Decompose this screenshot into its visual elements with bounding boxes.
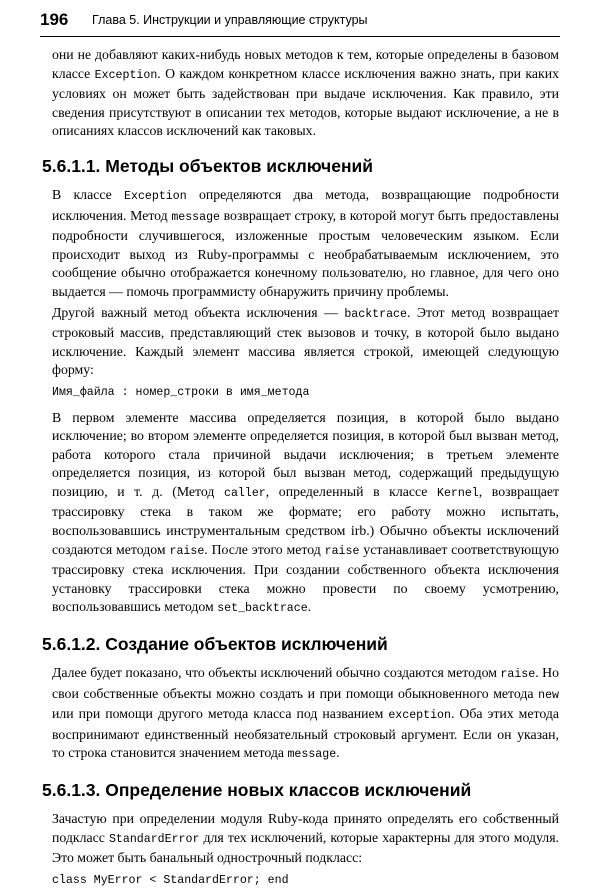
paragraph: В классе Exception определяются два метода, возвращающие подробности исключения. Метод message возвращает строку, в которой могут быть предоставлены подробности случившегося, изложенные простым человеческим языком. Если происходит выход из Ruby-программы с необрабатываемым исключением, это сообщение обычно отображается конечному пользователю, но главное, для чего оно выдается — помочь программисту обнаружить причину проблемы. (52, 186, 560, 299)
paragraph: Зачастую при определении модуля Ruby-кода принято определять его собственный подкласс StandardError для тех исключений, которые характерны для этого модуля. Это может быть банальный однострочный подкласс: (52, 811, 559, 866)
intro-paragraph: они не добавляют каких-нибудь новых методов к тем, которые определены в базовом классе Exception. О каждом конкретном классе исключения важно знать, при каких условиях он может быть задействован при выдаче исключения. Как правило, эти сведения присутствуют в описании тех методов, которые выдают исключение, а не в описаниях классов исключений как таковых. (52, 47, 559, 139)
section-heading-creating: 5.6.1.2. Создание объектов исключений (42, 634, 388, 655)
body-text (42, 46, 560, 896)
section-heading-defining: 5.6.1.3. Определение новых классов исключений (42, 780, 472, 800)
paragraph: Другой важный метод объекта исключения — backtrace. Этот метод возвращает строковый массив, представляющий стек вызовов и точку, в которой было выдано исключение. Каждый элемент массива является строкой, имеющей следующую форму: (52, 304, 559, 378)
page-number: 196 (40, 10, 69, 29)
running-header (40, 10, 560, 37)
code-sample-myerror: class MyError < StandardError; end (52, 873, 289, 887)
paragraph: В первом элементе массива определяется позиция, в которой было выдано исключение; во втором элементе определяется позиция, в которой был вызван метод, работа которого стала причиной выдачи исключения; в третьем элементе определяется позиция, из которой был вызван метод, содержащий предыдущую позицию, и т. д. (Метод caller, определенный в классе Kernel, возвращает трассировку стека в таком же формате; его работу можно испытать, воспользовавшись инструментальным средством irb.) Обычно объекты исключений создаются методом raise. После этого метод raise устанавливает соответствующую трассировку стека исключения. При создании собственного объекта исключения установку трассировки стека можно провести по своему усмотрению, воспользовавшись методом set_backtrace. (52, 409, 559, 616)
section-heading-methods: 5.6.1.1. Методы объектов исключений (42, 155, 374, 176)
chapter-title: Глава 5. Инструкции и управляющие структуры (92, 13, 368, 27)
code-sample-backtrace-format: Имя_файла : номер_строки в имя_метода (52, 385, 310, 399)
paragraph: Далее будет показано, что объекты исключений обычно создаются методом raise. Но свои собственные объекты можно создать и при помощи обыкновенного метода new или при помощи другого метода класса под названием exception. Оба этих метода воспринимают единственный необязательный строковый аргумент. Если он указан, то строка становится значением метода message. (52, 665, 559, 762)
